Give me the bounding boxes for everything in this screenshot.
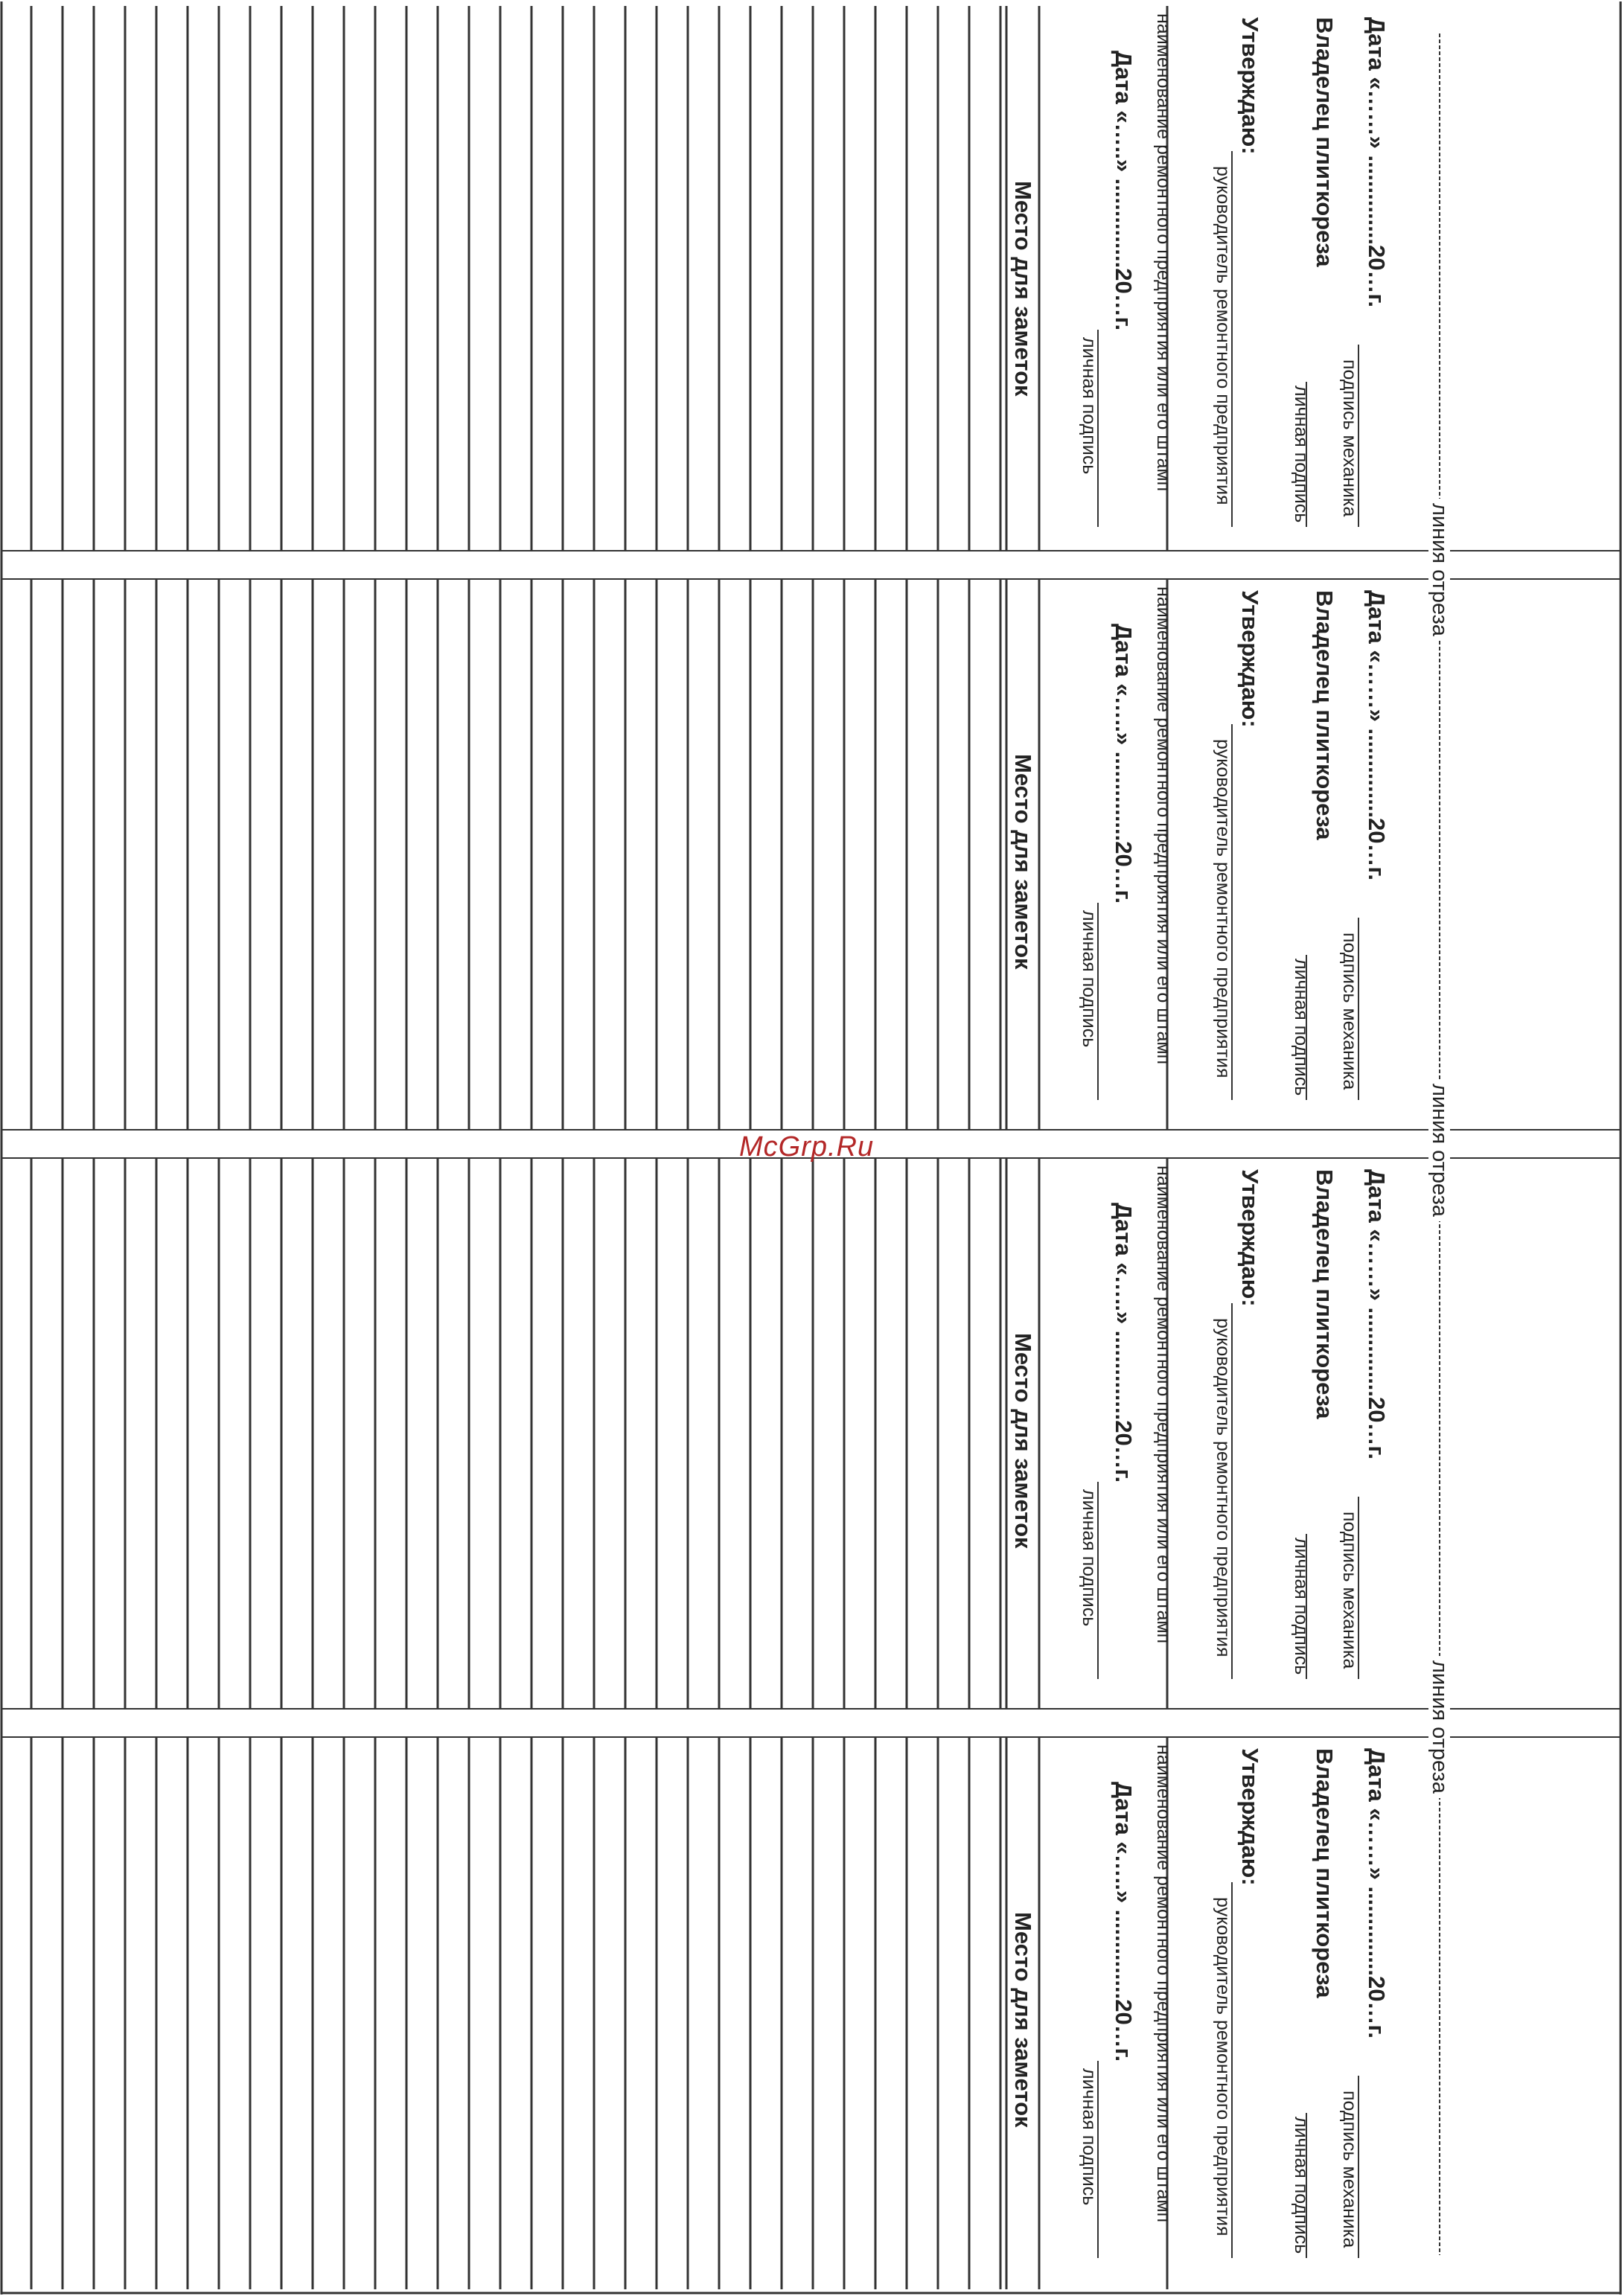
personal-signature-label-2: личная подпись <box>1079 1489 1099 1627</box>
date-line-2: Дата «…..» ..............20…г. <box>1111 624 1137 904</box>
date-line-2: Дата «…..» ..............20…г. <box>1111 1203 1137 1483</box>
personal-signature-label: личная подпись <box>1291 2117 1312 2254</box>
owner-label: Владелец плиткореза <box>1312 1748 1338 1998</box>
owner-label: Владелец плиткореза <box>1312 1169 1338 1419</box>
personal-signature-label-2: личная подпись <box>1079 910 1099 1048</box>
mechanic-signature-label: подпись механика <box>1339 1512 1360 1669</box>
date-line: Дата «……» ..............20…г. <box>1364 1748 1390 2038</box>
personal-signature-label-2: личная подпись <box>1079 2068 1099 2206</box>
approve-label: Утверждаю: <box>1237 590 1263 728</box>
date-line: Дата «……» ..............20…г. <box>1364 590 1390 880</box>
personal-signature-label: личная подпись <box>1291 386 1312 523</box>
cut-line-label: линия отреза <box>1428 1656 1450 1798</box>
personal-signature-label-2: личная подпись <box>1079 337 1099 475</box>
mechanic-signature-label: подпись механика <box>1339 933 1360 1090</box>
cut-line-label: линия отреза <box>1428 1079 1450 1221</box>
head-of-repair-label: руководитель ремонтного предприятия <box>1213 739 1233 1078</box>
date-line: Дата «……» ..............20…г. <box>1364 17 1390 307</box>
owner-label: Владелец плиткореза <box>1312 590 1338 840</box>
mechanic-signature-label: подпись механика <box>1339 359 1360 517</box>
repair-company-label: наименование ремонтного предприятия или его штамп <box>1153 586 1174 1065</box>
notes-title: Место для заметок <box>1010 181 1036 397</box>
date-line-2: Дата «…..» ..............20…г. <box>1111 1782 1137 2062</box>
watermark: McGrp.Ru <box>739 1131 875 1163</box>
approve-label: Утверждаю: <box>1237 1169 1263 1307</box>
head-of-repair-label: руководитель ремонтного предприятия <box>1213 1897 1233 2236</box>
repair-company-label: наименование ремонтного предприятия или его штамп <box>1153 1745 1174 2223</box>
cut-line-label: линия отреза <box>1428 499 1450 641</box>
mechanic-signature-label: подпись механика <box>1339 2091 1360 2248</box>
repair-company-label: наименование ремонтного предприятия или его штамп <box>1153 13 1174 492</box>
notes-title: Место для заметок <box>1010 754 1036 970</box>
personal-signature-label: личная подпись <box>1291 959 1312 1096</box>
notes-title: Место для заметок <box>1010 1912 1036 2128</box>
approve-label: Утверждаю: <box>1237 17 1263 155</box>
repair-company-label: наименование ремонтного предприятия или его штамп <box>1153 1165 1174 1644</box>
notes-title: Место для заметок <box>1010 1333 1036 1549</box>
head-of-repair-label: руководитель ремонтного предприятия <box>1213 166 1233 505</box>
date-line: Дата «……» ..............20…г. <box>1364 1169 1390 1459</box>
head-of-repair-label: руководитель ремонтного предприятия <box>1213 1318 1233 1657</box>
owner-label: Владелец плиткореза <box>1312 17 1338 267</box>
personal-signature-label: личная подпись <box>1291 1538 1312 1675</box>
approve-label: Утверждаю: <box>1237 1748 1263 1886</box>
date-line-2: Дата «…..» ..............20…г. <box>1111 51 1137 331</box>
